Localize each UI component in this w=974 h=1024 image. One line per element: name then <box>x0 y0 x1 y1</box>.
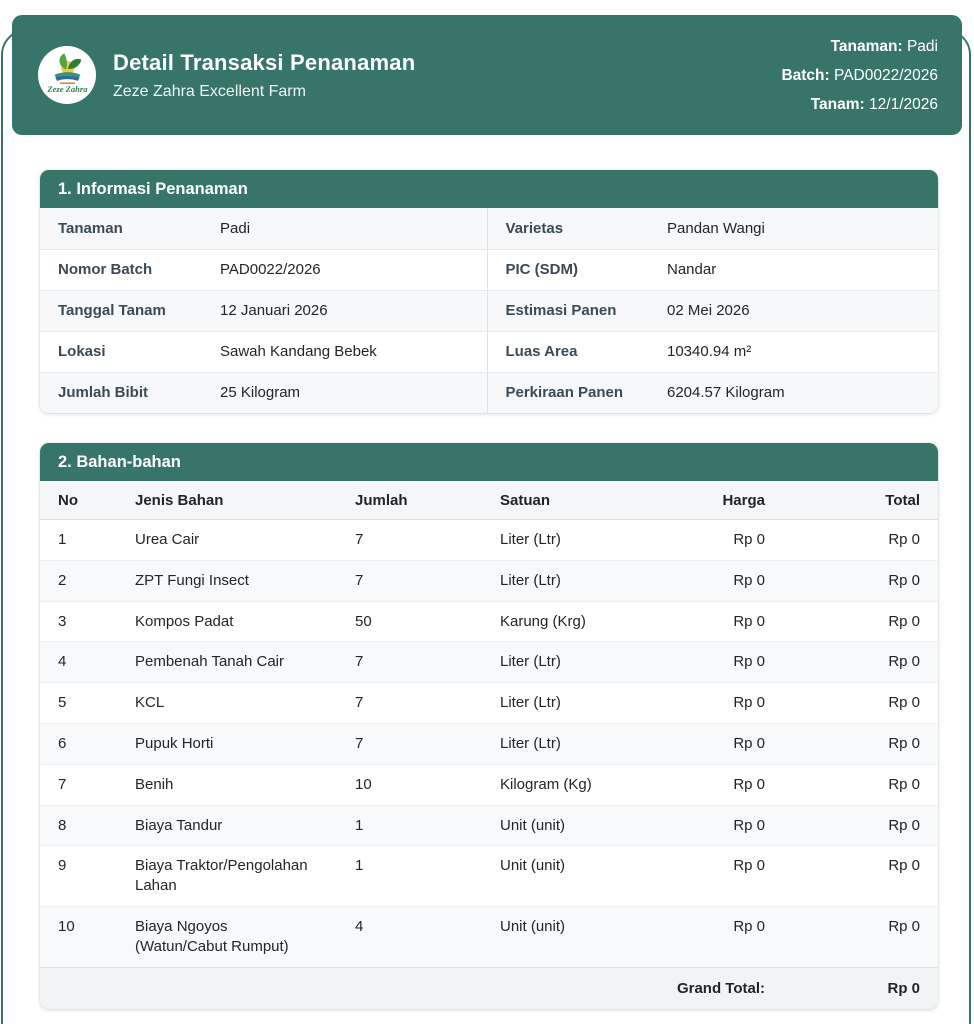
section-informasi-penanaman <box>40 170 938 413</box>
section-informasi-title: 1. Informasi Penanaman <box>40 170 938 208</box>
info-row <box>40 290 938 331</box>
bahan-row <box>40 601 938 642</box>
bahan-cell-harga: Rp 0 <box>684 723 783 764</box>
bahan-table <box>40 481 938 1009</box>
header-branding <box>38 46 415 104</box>
info-value: Sawah Kandang Bebek <box>202 331 487 372</box>
info-value: Pandan Wangi <box>649 208 938 249</box>
info-label: Varietas <box>487 208 649 249</box>
bahan-cell-jenis: Biaya Traktor/Pengolahan Lahan <box>117 846 337 907</box>
bahan-cell-jenis: Benih <box>117 764 337 805</box>
info-label: PIC (SDM) <box>487 249 649 290</box>
meta-tanaman <box>781 32 938 61</box>
bahan-cell-jenis: Pupuk Horti <box>117 723 337 764</box>
column-header-jenis: Jenis Bahan <box>117 481 337 520</box>
column-header-no: No <box>40 481 117 520</box>
bahan-row <box>40 764 938 805</box>
bahan-cell-harga: Rp 0 <box>684 520 783 561</box>
column-header-total: Total <box>783 481 938 520</box>
page-title: Detail Transaksi Penanaman <box>113 49 416 75</box>
bahan-cell-jumlah: 1 <box>337 805 482 846</box>
bahan-cell-no: 9 <box>40 846 117 907</box>
info-row <box>40 249 938 290</box>
meta-tanam <box>781 90 938 119</box>
bahan-cell-total: Rp 0 <box>783 560 938 601</box>
grand-total-label: Grand Total: <box>40 967 783 1009</box>
bahan-cell-jumlah: 7 <box>337 560 482 601</box>
bahan-row <box>40 805 938 846</box>
logo-text: Zeze Zahra <box>47 84 88 95</box>
page-subtitle: Zeze Zahra Excellent Farm <box>113 82 306 100</box>
info-label: Tanaman <box>40 208 202 249</box>
bahan-cell-total: Rp 0 <box>783 601 938 642</box>
bahan-cell-total: Rp 0 <box>888 917 920 935</box>
info-label: Lokasi <box>40 331 202 372</box>
bahan-cell-jumlah: 7 <box>337 520 482 561</box>
bahan-cell-no: 8 <box>40 805 117 846</box>
bahan-cell-jenis: Biaya Tandur <box>117 805 337 846</box>
meta-batch-value: PAD0022/2026 <box>834 66 938 84</box>
info-value: 10340.94 m² <box>649 331 938 372</box>
bahan-cell-harga: Rp 0 <box>684 560 783 601</box>
bahan-cell-no: 2 <box>40 560 117 601</box>
info-value: 6204.57 Kilogram <box>667 384 785 402</box>
meta-tanam-label: Tanam: <box>810 95 865 113</box>
header-meta <box>781 32 938 119</box>
bahan-header-row <box>40 481 938 520</box>
farm-logo <box>38 46 96 104</box>
informasi-table <box>40 208 938 413</box>
info-value: Nandar <box>649 249 938 290</box>
grand-total-row <box>40 967 938 1009</box>
info-label: Tanggal Tanam <box>40 290 202 331</box>
bahan-cell-harga: Rp 0 <box>684 601 783 642</box>
info-label: Perkiraan Panen <box>487 372 649 413</box>
bahan-row <box>40 560 938 601</box>
bahan-cell-jumlah: 7 <box>337 642 482 683</box>
grand-total-value: Rp 0 <box>783 967 938 1009</box>
bahan-cell-total: Rp 0 <box>783 520 938 561</box>
meta-batch-label: Batch: <box>781 66 830 84</box>
info-label: Estimasi Panen <box>487 290 649 331</box>
bahan-cell-satuan: Liter (Ltr) <box>482 560 684 601</box>
bahan-cell-no: 10 <box>58 917 75 935</box>
meta-tanaman-value: Padi <box>906 37 938 55</box>
farm-logo-icon <box>40 48 94 102</box>
bahan-cell-satuan: Karung (Krg) <box>482 601 684 642</box>
bahan-cell-total: Rp 0 <box>783 642 938 683</box>
bahan-cell-jenis: KCL <box>117 683 337 724</box>
bahan-cell-total: Rp 0 <box>783 805 938 846</box>
info-row <box>40 208 938 249</box>
header-titles <box>113 50 415 101</box>
informasi-table-body <box>40 208 938 413</box>
info-row <box>40 372 938 413</box>
bahan-cell-satuan: Unit (unit) <box>482 805 684 846</box>
bahan-cell-harga: Rp 0 <box>684 805 783 846</box>
bahan-cell-satuan: Liter (Ltr) <box>482 520 684 561</box>
bahan-cell-no: 3 <box>40 601 117 642</box>
column-header-jumlah: Jumlah <box>337 481 482 520</box>
bahan-row <box>40 846 938 907</box>
bahan-cell-no: 7 <box>40 764 117 805</box>
bahan-cell-no: 5 <box>40 683 117 724</box>
bahan-cell-satuan: Unit (unit) <box>482 846 684 907</box>
bahan-cell-jumlah: 10 <box>337 764 482 805</box>
bahan-cell-jumlah: 50 <box>337 601 482 642</box>
bahan-cell-no: 1 <box>40 520 117 561</box>
bahan-cell-total: Rp 0 <box>783 764 938 805</box>
bahan-cell-jenis: ZPT Fungi Insect <box>117 560 337 601</box>
bahan-cell-jenis: Biaya Ngoyos (Watun/Cabut Rumput) <box>135 917 289 955</box>
bahan-cell-jenis: Pembenah Tanah Cair <box>117 642 337 683</box>
info-label: Nomor Batch <box>40 249 202 290</box>
bahan-table-body <box>40 520 938 968</box>
bahan-cell-satuan: Liter (Ltr) <box>482 683 684 724</box>
info-row <box>40 331 938 372</box>
info-value: PAD0022/2026 <box>202 249 487 290</box>
bahan-row <box>40 520 938 561</box>
bahan-cell-jenis: Kompos Padat <box>117 601 337 642</box>
meta-tanaman-label: Tanaman: <box>830 37 903 55</box>
report-header <box>12 15 962 135</box>
bahan-cell-total: Rp 0 <box>783 683 938 724</box>
bahan-cell-jumlah: 7 <box>337 683 482 724</box>
bahan-cell-satuan: Kilogram (Kg) <box>482 764 684 805</box>
bahan-row <box>40 906 938 967</box>
bahan-row <box>40 683 938 724</box>
meta-batch <box>781 61 938 90</box>
section-bahan-title: 2. Bahan-bahan <box>40 443 938 481</box>
bahan-cell-harga: Rp 0 <box>684 683 783 724</box>
bahan-cell-total: Rp 0 <box>783 846 938 907</box>
bahan-cell-no: 6 <box>40 723 117 764</box>
info-label: Jumlah Bibit <box>58 384 149 402</box>
bahan-cell-harga: Rp 0 <box>684 764 783 805</box>
column-header-harga: Harga <box>684 481 783 520</box>
bahan-cell-jenis: Urea Cair <box>117 520 337 561</box>
bahan-cell-harga: Rp 0 <box>684 642 783 683</box>
bahan-row <box>40 723 938 764</box>
bahan-cell-satuan: Liter (Ltr) <box>482 723 684 764</box>
bahan-cell-harga: Rp 0 <box>733 917 765 935</box>
info-value: 02 Mei 2026 <box>649 290 938 331</box>
info-value: Padi <box>202 208 487 249</box>
bahan-cell-jumlah: 1 <box>337 846 482 907</box>
bahan-table-foot <box>40 967 938 1009</box>
bahan-row <box>40 642 938 683</box>
section-bahan-bahan <box>40 443 938 1009</box>
info-label: Luas Area <box>487 331 649 372</box>
info-value: 25 Kilogram <box>220 384 301 402</box>
column-header-satuan: Satuan <box>482 481 684 520</box>
meta-tanam-value: 12/1/2026 <box>869 95 938 113</box>
bahan-cell-no: 4 <box>40 642 117 683</box>
bahan-cell-jumlah: 7 <box>337 723 482 764</box>
info-value: 12 Januari 2026 <box>202 290 487 331</box>
bahan-cell-jumlah: 4 <box>355 917 364 935</box>
bahan-cell-total: Rp 0 <box>783 723 938 764</box>
bahan-cell-satuan: Liter (Ltr) <box>482 642 684 683</box>
bahan-cell-satuan: Unit (unit) <box>500 917 566 935</box>
bahan-cell-harga: Rp 0 <box>684 846 783 907</box>
bahan-table-head <box>40 481 938 520</box>
